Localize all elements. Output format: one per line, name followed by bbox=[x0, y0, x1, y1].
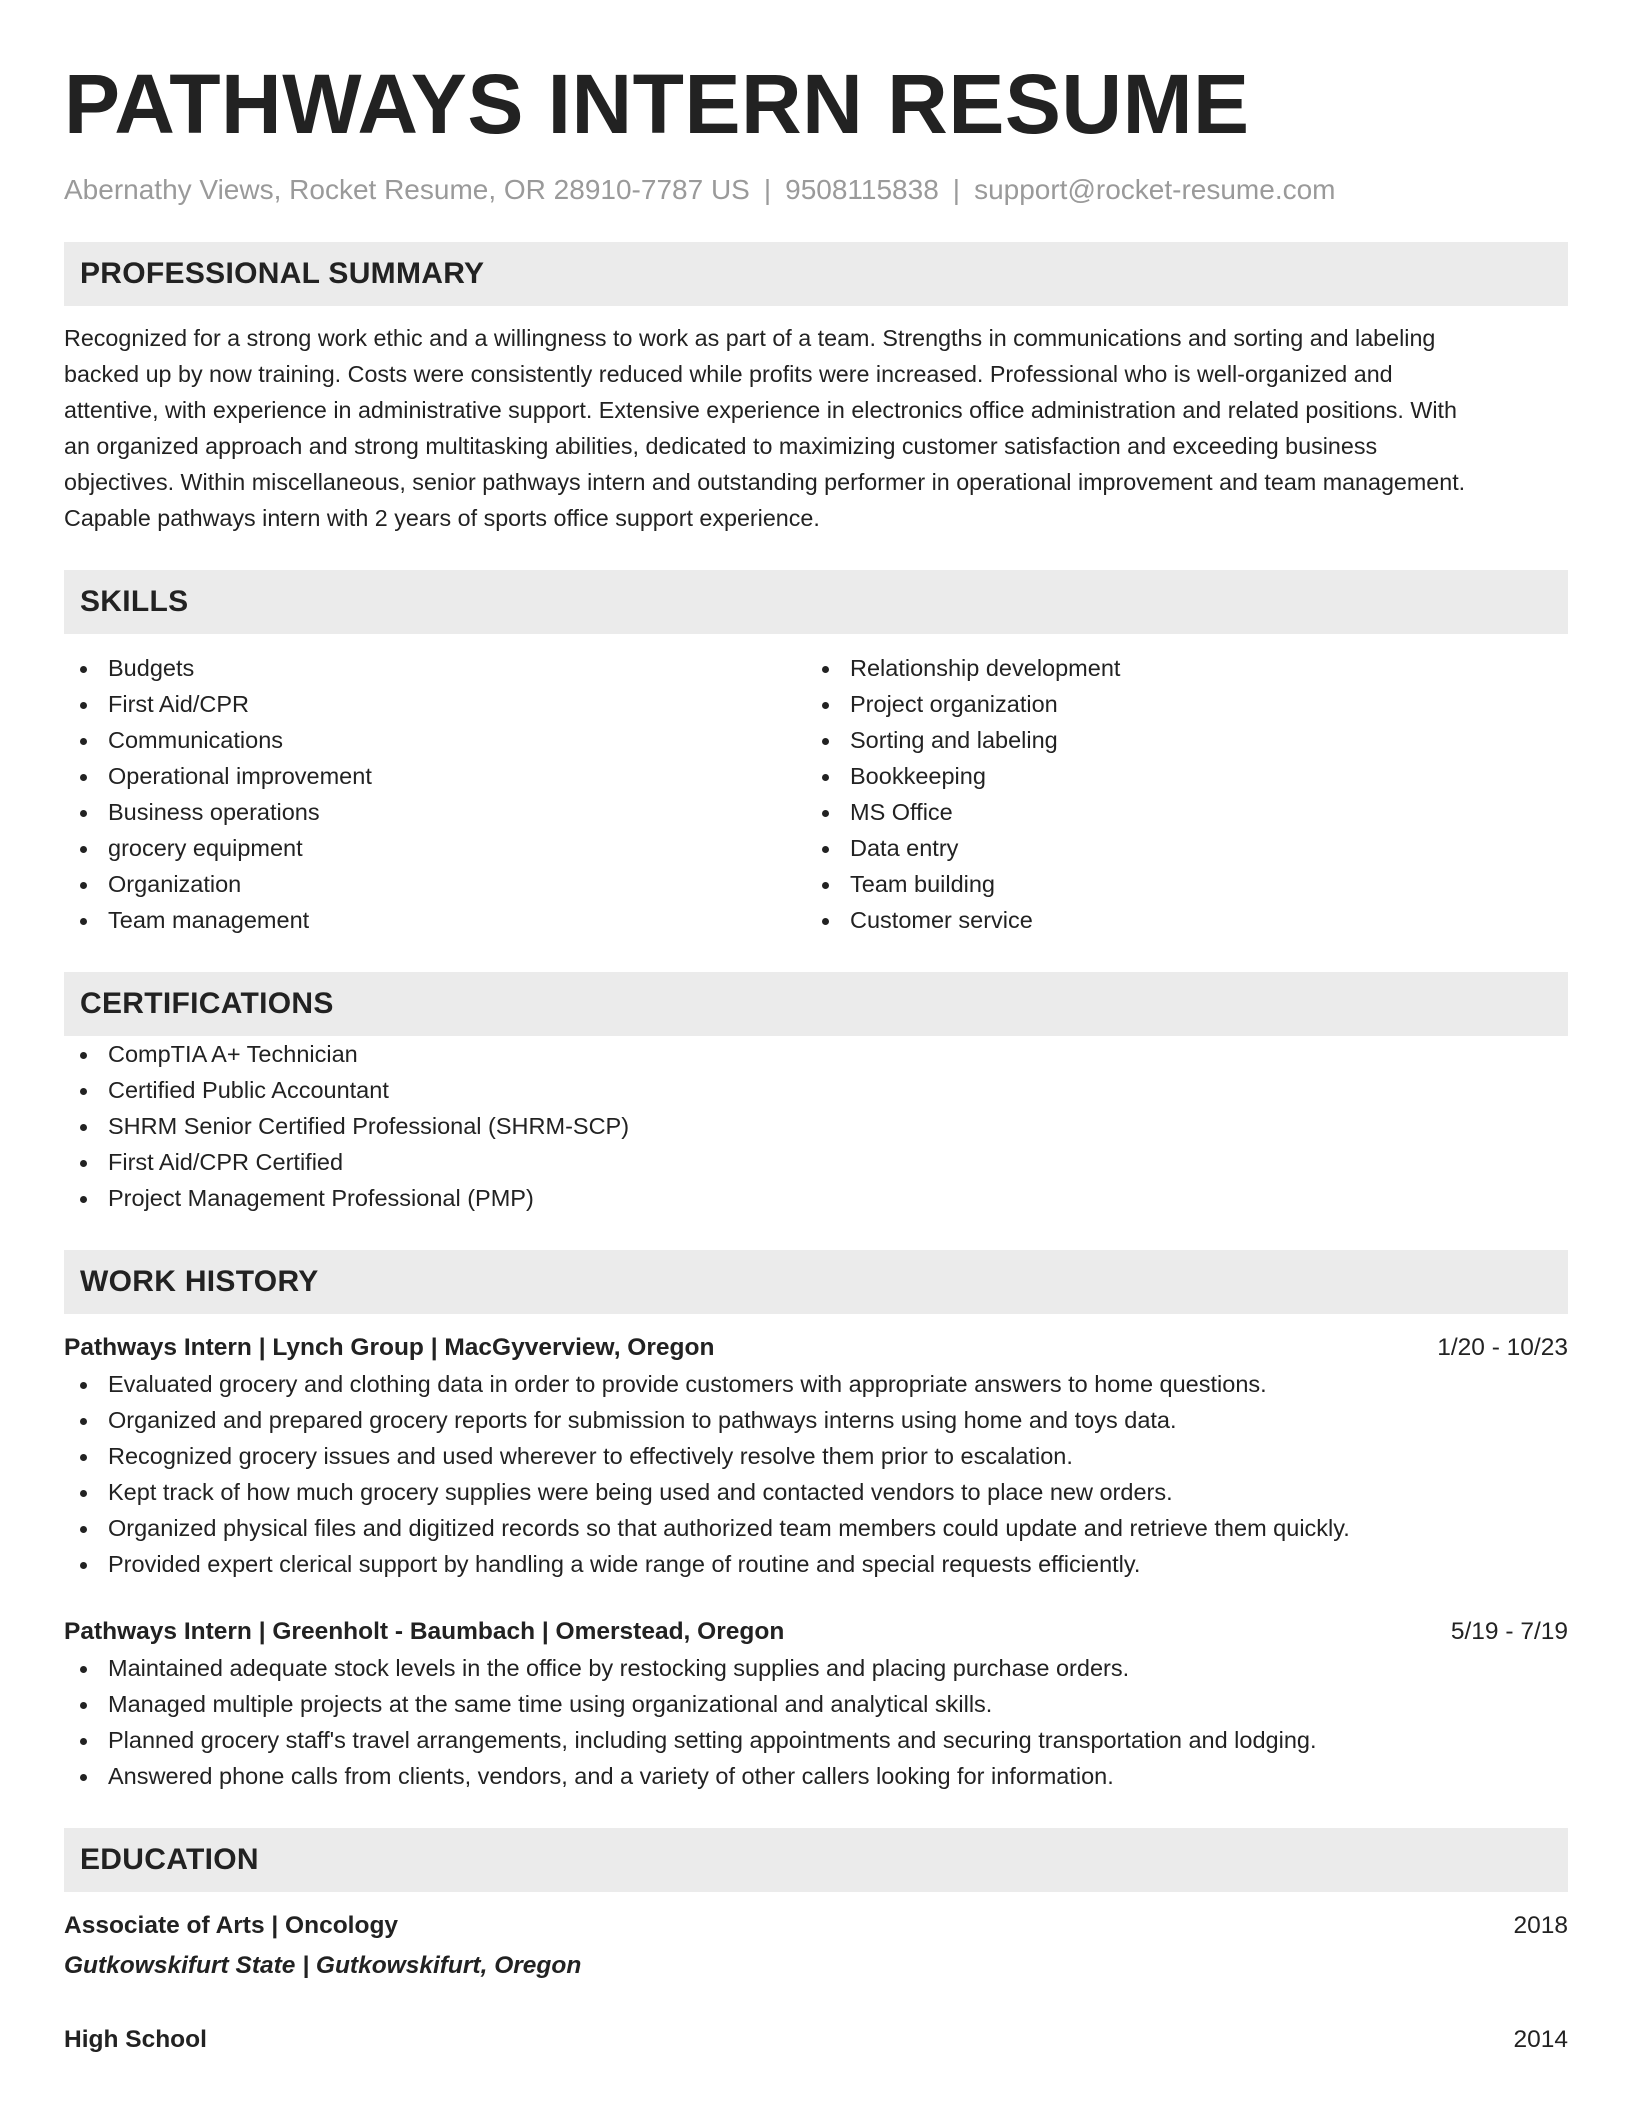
skill-item: Operational improvement bbox=[64, 758, 806, 794]
skill-item: Organization bbox=[64, 866, 806, 902]
certification-item: First Aid/CPR Certified bbox=[64, 1144, 1568, 1180]
skill-item: Budgets bbox=[64, 650, 806, 686]
contact-separator: | bbox=[763, 174, 772, 205]
skill-item: Sorting and labeling bbox=[806, 722, 1548, 758]
contact-separator: | bbox=[952, 174, 961, 205]
job-header bbox=[64, 1614, 1568, 1650]
skill-item: MS Office bbox=[806, 794, 1548, 830]
skills-column-left bbox=[64, 650, 806, 938]
job-duty: Evaluated grocery and clothing data in order to provide customers with appropriate answers to home questions. bbox=[64, 1366, 1568, 1402]
education-entry bbox=[64, 2022, 1568, 2058]
address: Abernathy Views, Rocket Resume, OR 28910-7787 US bbox=[64, 174, 750, 205]
summary-line: backed up by now training. Costs were consistently reduced while profits were increased. Professional who is well-organized and bbox=[64, 361, 1393, 387]
section-heading-certifications: CERTIFICATIONS bbox=[64, 972, 1568, 1036]
job-title: Pathways Intern | Greenholt - Baumbach | Omerstead, Oregon bbox=[64, 1618, 785, 1645]
education-entry bbox=[64, 1908, 1568, 1984]
section-heading-work-history: WORK HISTORY bbox=[64, 1250, 1568, 1314]
section-heading-skills: SKILLS bbox=[64, 570, 1568, 634]
skill-item: Team building bbox=[806, 866, 1548, 902]
certification-item: Project Management Professional (PMP) bbox=[64, 1180, 1568, 1216]
summary-line: an organized approach and strong multitasking abilities, dedicated to maximizing customer satisfaction and exceeding business bbox=[64, 433, 1378, 459]
school-name: Gutkowskifurt State | Gutkowskifurt, Oregon bbox=[64, 1952, 582, 1979]
resume-title: PATHWAYS INTERN RESUME bbox=[64, 57, 1250, 151]
job-title: Pathways Intern | Lynch Group | MacGyverview, Oregon bbox=[64, 1334, 715, 1361]
job-dates: 1/20 - 10/23 bbox=[1437, 1334, 1568, 1361]
certification-item: Certified Public Accountant bbox=[64, 1072, 1568, 1108]
job-duties bbox=[64, 1650, 1568, 1794]
job-duty: Provided expert clerical support by handling a wide range of routine and special requests efficiently. bbox=[64, 1546, 1568, 1582]
resume-page bbox=[64, 0, 1568, 2058]
job-header bbox=[64, 1330, 1568, 1366]
skills-column-right bbox=[806, 650, 1548, 938]
summary-line: Capable pathways intern with 2 years of sports office support experience. bbox=[64, 505, 820, 531]
skill-item: Relationship development bbox=[806, 650, 1548, 686]
summary-line: Recognized for a strong work ethic and a willingness to work as part of a team. Strengths in communications and sorting and labeling bbox=[64, 325, 1436, 351]
section-heading-summary: PROFESSIONAL SUMMARY bbox=[64, 242, 1568, 306]
job-duty: Managed multiple projects at the same time using organizational and analytical skills. bbox=[64, 1686, 1568, 1722]
skill-item: Data entry bbox=[806, 830, 1548, 866]
certification-item: SHRM Senior Certified Professional (SHRM-SCP) bbox=[64, 1108, 1568, 1144]
email-address[interactable]: support@rocket-resume.com bbox=[974, 174, 1336, 205]
skill-item: Business operations bbox=[64, 794, 806, 830]
summary-text bbox=[64, 320, 1568, 536]
skill-item: Communications bbox=[64, 722, 806, 758]
contact-line bbox=[64, 172, 1568, 208]
section-heading-education: EDUCATION bbox=[64, 1828, 1568, 1892]
job-duty: Organized and prepared grocery reports for submission to pathways interns using home and toys data. bbox=[64, 1402, 1568, 1438]
skills-list bbox=[64, 650, 1568, 938]
skill-item: Project organization bbox=[806, 686, 1548, 722]
job-duty: Kept track of how much grocery supplies were being used and contacted vendors to place new orders. bbox=[64, 1474, 1568, 1510]
certification-item: CompTIA A+ Technician bbox=[64, 1036, 1568, 1072]
job-duty: Recognized grocery issues and used wherever to effectively resolve them prior to escalation. bbox=[64, 1438, 1568, 1474]
job-duty: Planned grocery staff's travel arrangements, including setting appointments and securing transportation and lodging. bbox=[64, 1722, 1568, 1758]
skill-item: grocery equipment bbox=[64, 830, 806, 866]
skill-item: Bookkeeping bbox=[806, 758, 1548, 794]
graduation-year: 2014 bbox=[1513, 2026, 1568, 2053]
job-dates: 5/19 - 7/19 bbox=[1450, 1618, 1568, 1645]
certifications-list bbox=[64, 1036, 1568, 1216]
job-entry bbox=[64, 1330, 1568, 1582]
job-entry bbox=[64, 1614, 1568, 1794]
job-duties bbox=[64, 1366, 1568, 1582]
skill-item: Customer service bbox=[806, 902, 1548, 938]
degree-title: High School bbox=[64, 2026, 207, 2053]
education-header bbox=[64, 1908, 1568, 1944]
job-duty: Maintained adequate stock levels in the office by restocking supplies and placing purchase orders. bbox=[64, 1650, 1568, 1686]
phone-number: 9508115838 bbox=[785, 174, 939, 205]
skill-item: Team management bbox=[64, 902, 806, 938]
skill-item: First Aid/CPR bbox=[64, 686, 806, 722]
education-header bbox=[64, 2022, 1568, 2058]
summary-line: attentive, with experience in administrative support. Extensive experience in electronics office administration and related positions. With bbox=[64, 397, 1457, 423]
summary-line: objectives. Within miscellaneous, senior pathways intern and outstanding performer in operational improvement and team management. bbox=[64, 469, 1466, 495]
job-duty: Answered phone calls from clients, vendors, and a variety of other callers looking for information. bbox=[64, 1758, 1568, 1794]
graduation-year: 2018 bbox=[1513, 1912, 1568, 1939]
job-duty: Organized physical files and digitized records so that authorized team members could update and retrieve them quickly. bbox=[64, 1510, 1568, 1546]
degree-title: Associate of Arts | Oncology bbox=[64, 1912, 399, 1939]
